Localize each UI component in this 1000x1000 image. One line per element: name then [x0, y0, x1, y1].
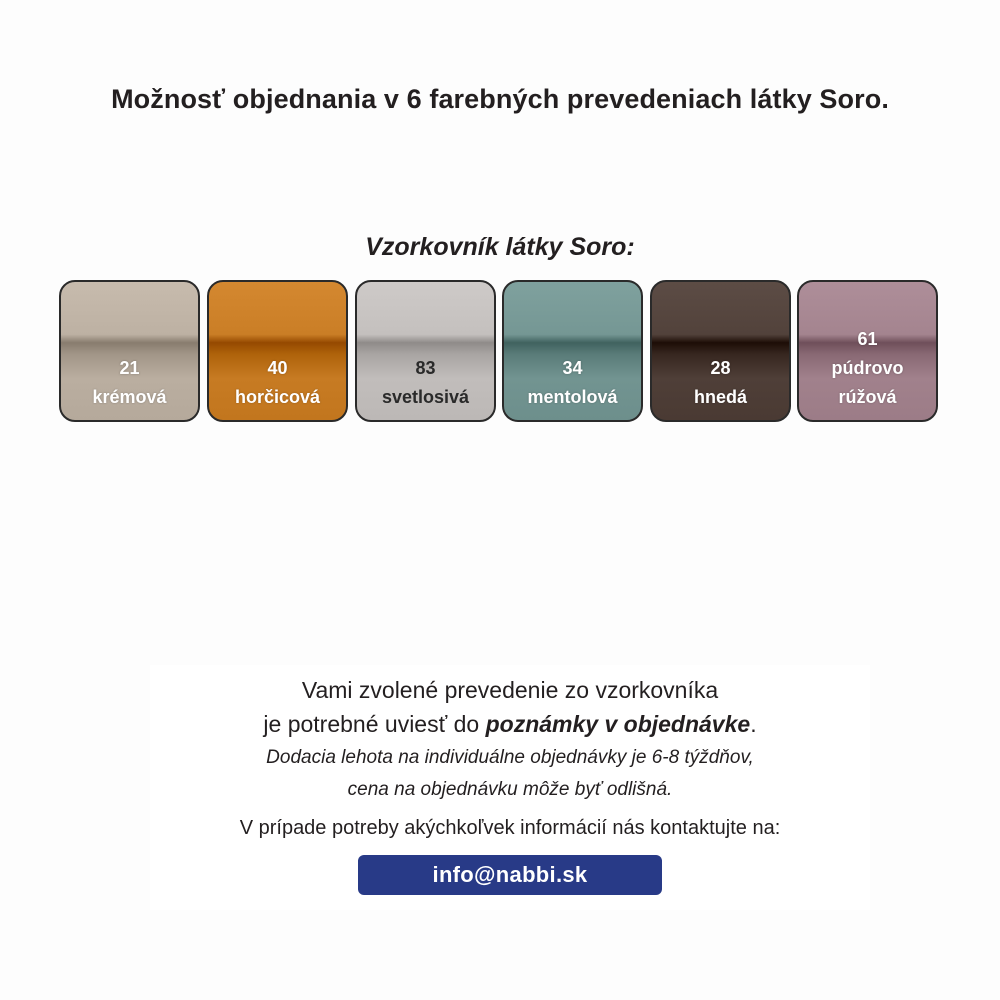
swatch-mentolova[interactable] — [502, 280, 643, 422]
swatch-code: 28 — [710, 358, 731, 378]
info-line-2-suffix: . — [750, 711, 757, 737]
swatch-hneda[interactable] — [650, 280, 791, 422]
swatch-color-name: krémová — [92, 387, 167, 407]
swatch-color-name-2: rúžová — [838, 387, 897, 407]
swatch-code: 61 — [857, 329, 878, 349]
delivery-time-note: Dodacia lehota na individuálne objednávky je 6-8 týždňov, — [266, 747, 754, 768]
price-note: cena na objednávku môže byť odlišná. — [347, 779, 673, 800]
page-headline: Možnosť objednania v 6 farebných prevedeniach látky Soro. — [111, 84, 889, 114]
swatch-code: 83 — [415, 358, 436, 378]
swatch-kremova[interactable] — [59, 280, 200, 422]
info-line-2-prefix: je potrebné uviesť do — [263, 711, 486, 737]
swatch-svetlosiva[interactable] — [355, 280, 496, 422]
swatch-color-name: horčicová — [234, 387, 321, 407]
swatch-code: 34 — [562, 358, 583, 378]
swatch-pudrovo-ruzova[interactable] — [797, 280, 938, 422]
swatch-color-name: svetlosivá — [381, 387, 470, 407]
order-info-box — [150, 665, 870, 910]
swatch-color-name: púdrovo — [831, 358, 904, 378]
swatch-row — [59, 280, 943, 424]
contact-prompt: V prípade potreby akýchkoľvek informácií nás kontaktujte na: — [239, 817, 781, 839]
info-line-2 — [150, 707, 870, 741]
swatch-code: 40 — [267, 358, 288, 378]
swatch-title: Vzorkovník látky Soro: — [365, 233, 635, 261]
swatch-color-name: mentolová — [527, 387, 618, 407]
info-line-1: Vami zvolené prevedenie zo vzorkovníka — [301, 677, 719, 703]
swatch-horcicova[interactable] — [207, 280, 348, 422]
info-line-2-bold: poznámky v objednávke — [485, 711, 751, 737]
email-button[interactable]: info@nabbi.sk — [358, 855, 662, 895]
swatch-code: 21 — [119, 358, 140, 378]
swatch-color-name: hnedá — [693, 387, 747, 407]
